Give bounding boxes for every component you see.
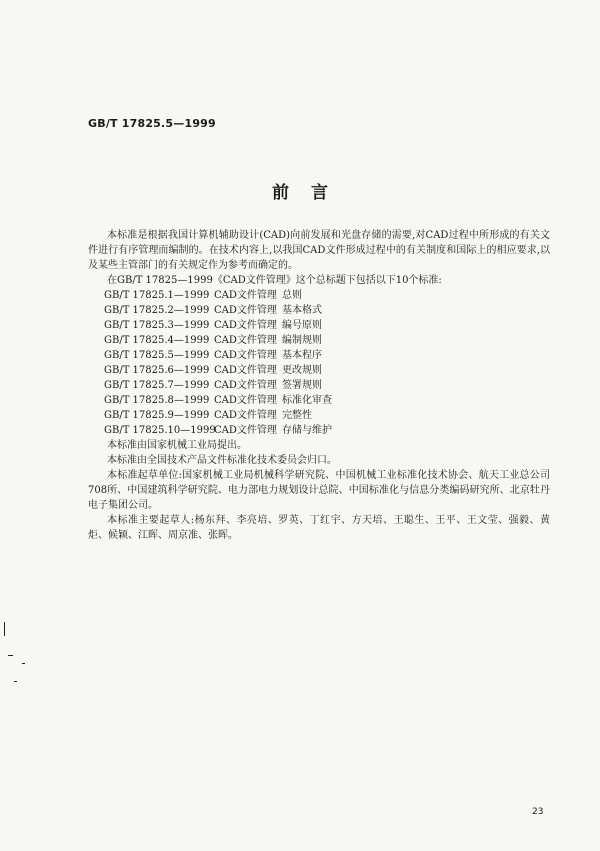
page-title: 前言 <box>272 183 350 203</box>
list-item <box>88 333 550 348</box>
page-number: 23 <box>532 807 544 817</box>
scan-artifact-mark <box>8 655 13 656</box>
standard-part: CAD文件管理 <box>214 425 277 436</box>
standards-list <box>88 288 550 438</box>
drafting-units-paragraph: 本标准起草单位:国家机械工业局机械科学研究院、中国机械工业标准化技术协会、航天工业总公司708所、中国建筑科学研究院、电力部电力规划设计总院、中国标准化与信息分类编码研究所、北京牡丹电子集团公司。 <box>88 470 550 511</box>
standard-code: GB/T 17825.7—1999 <box>104 380 210 391</box>
standard-subtitle: 存储与维护 <box>282 425 332 436</box>
proposer-paragraph: 本标准由国家机械工业局提出。 <box>107 440 247 451</box>
standard-subtitle: 标准化审查 <box>282 395 332 406</box>
standard-part: CAD文件管理 <box>214 305 277 316</box>
list-item <box>88 303 550 318</box>
standard-subtitle: 更改规则 <box>282 365 322 376</box>
list-item <box>88 408 550 423</box>
standard-code: GB/T 17825.10—1999 <box>104 425 216 436</box>
standard-subtitle: 编制规则 <box>282 335 322 346</box>
standard-part: CAD文件管理 <box>214 350 277 361</box>
standard-subtitle: 编号原则 <box>282 320 322 331</box>
list-item <box>88 393 550 408</box>
standard-subtitle: 签署规则 <box>282 380 322 391</box>
standard-part: CAD文件管理 <box>214 290 277 301</box>
scan-artifact-mark <box>4 622 5 636</box>
standard-subtitle: 基本程序 <box>282 350 322 361</box>
list-item <box>88 363 550 378</box>
standard-code: GB/T 17825.3—1999 <box>104 320 210 331</box>
scan-artifact-mark <box>22 663 25 664</box>
standard-code: GB/T 17825.9—1999 <box>104 410 210 421</box>
list-item <box>88 288 550 303</box>
intro-paragraph: 本标准是根据我国计算机辅助设计(CAD)向前发展和光盘存储的需要,对CAD过程中所形成的有关文件进行有序管理而编制的。在技术内容上,以我国CAD文件形成过程中的有关制度和国际上的相应要求,以及某些主管部门的有关规定作为参考而确定的。 <box>88 230 550 271</box>
standard-part: CAD文件管理 <box>214 365 277 376</box>
standard-part: CAD文件管理 <box>214 320 277 331</box>
list-item <box>88 318 550 333</box>
standard-part: CAD文件管理 <box>214 395 277 406</box>
scan-artifact-mark <box>14 681 17 682</box>
standard-subtitle: 总则 <box>282 290 302 301</box>
standard-part: CAD文件管理 <box>214 410 277 421</box>
drafters-paragraph: 本标准主要起草人:杨东拜、李亮培、罗英、丁红宇、方天培、王聪生、王平、王文莹、强毅、黄炬、候颖、江晖、周京准、张晖。 <box>88 515 550 541</box>
standard-part: CAD文件管理 <box>214 335 277 346</box>
standard-code: GB/T 17825.6—1999 <box>104 365 210 376</box>
body-text <box>88 228 550 543</box>
standard-subtitle: 基本格式 <box>282 305 322 316</box>
standard-code: GB/T 17825.5—1999 <box>104 350 210 361</box>
centralized-paragraph: 本标准由全国技术产品文件标准化技术委员会归口。 <box>107 455 337 466</box>
standard-code: GB/T 17825.8—1999 <box>104 395 210 406</box>
list-item <box>88 423 550 438</box>
standard-code: GB/T 17825.4—1999 <box>104 335 210 346</box>
standard-code: GB/T 17825.1—1999 <box>104 290 210 301</box>
list-item <box>88 348 550 363</box>
standard-subtitle: 完整性 <box>282 410 312 421</box>
standard-part: CAD文件管理 <box>214 380 277 391</box>
standard-code-header: GB/T 17825.5—1999 <box>88 117 216 130</box>
list-item <box>88 378 550 393</box>
standard-code: GB/T 17825.2—1999 <box>104 305 210 316</box>
series-paragraph: 在GB/T 17825—1999《CAD文件管理》这个总标题下包括以下10个标准: <box>107 275 442 286</box>
